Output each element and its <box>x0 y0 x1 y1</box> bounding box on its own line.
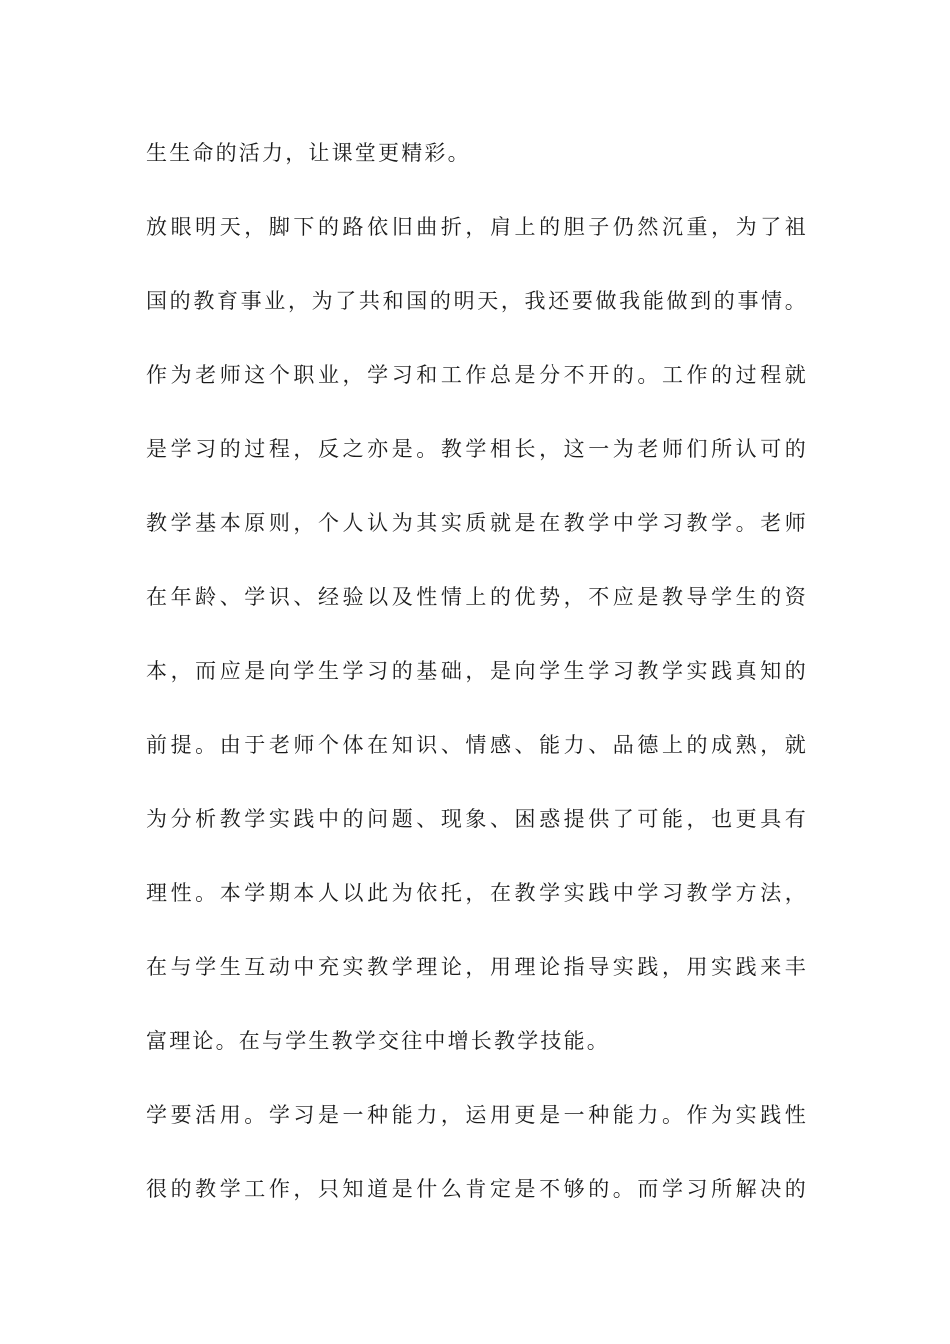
text-line-11: 理性。本学期本人以此为依托，在教学实践中学习教学方法， <box>146 881 808 905</box>
text-line-12: 在与学生互动中充实教学理论，用理论指导实践，用实践来丰 <box>146 955 808 979</box>
text-line-6: 教学基本原则，个人认为其实质就是在教学中学习教学。老师 <box>146 511 808 535</box>
text-line-5: 是学习的过程，反之亦是。教学相长，这一为老师们所认可的 <box>146 437 808 461</box>
text-line-13: 富理论。在与学生教学交往中增长教学技能。 <box>146 1029 610 1053</box>
text-line-15: 很的教学工作，只知道是什么肯定是不够的。而学习所解决的 <box>146 1177 808 1201</box>
body-text <box>146 128 808 1238</box>
text-line-7: 在年龄、学识、经验以及性情上的优势，不应是教导学生的资 <box>146 585 808 609</box>
text-line-2: 放眼明天，脚下的路依旧曲折，肩上的胆子仍然沉重，为了祖 <box>146 215 808 239</box>
text-line-1: 生生命的活力，让课堂更精彩。 <box>146 141 471 165</box>
text-line-14: 学要活用。学习是一种能力，运用更是一种能力。作为实践性 <box>146 1103 808 1127</box>
text-line-9: 前提。由于老师个体在知识、情感、能力、品德上的成熟，就 <box>146 733 808 757</box>
text-line-8: 本，而应是向学生学习的基础，是向学生学习教学实践真知的 <box>146 659 808 683</box>
text-line-10: 为分析教学实践中的问题、现象、困惑提供了可能，也更具有 <box>146 807 808 831</box>
text-line-3: 国的教育事业，为了共和国的明天，我还要做我能做到的事情。 <box>146 289 808 313</box>
text-line-4: 作为老师这个职业，学习和工作总是分不开的。工作的过程就 <box>146 363 808 387</box>
